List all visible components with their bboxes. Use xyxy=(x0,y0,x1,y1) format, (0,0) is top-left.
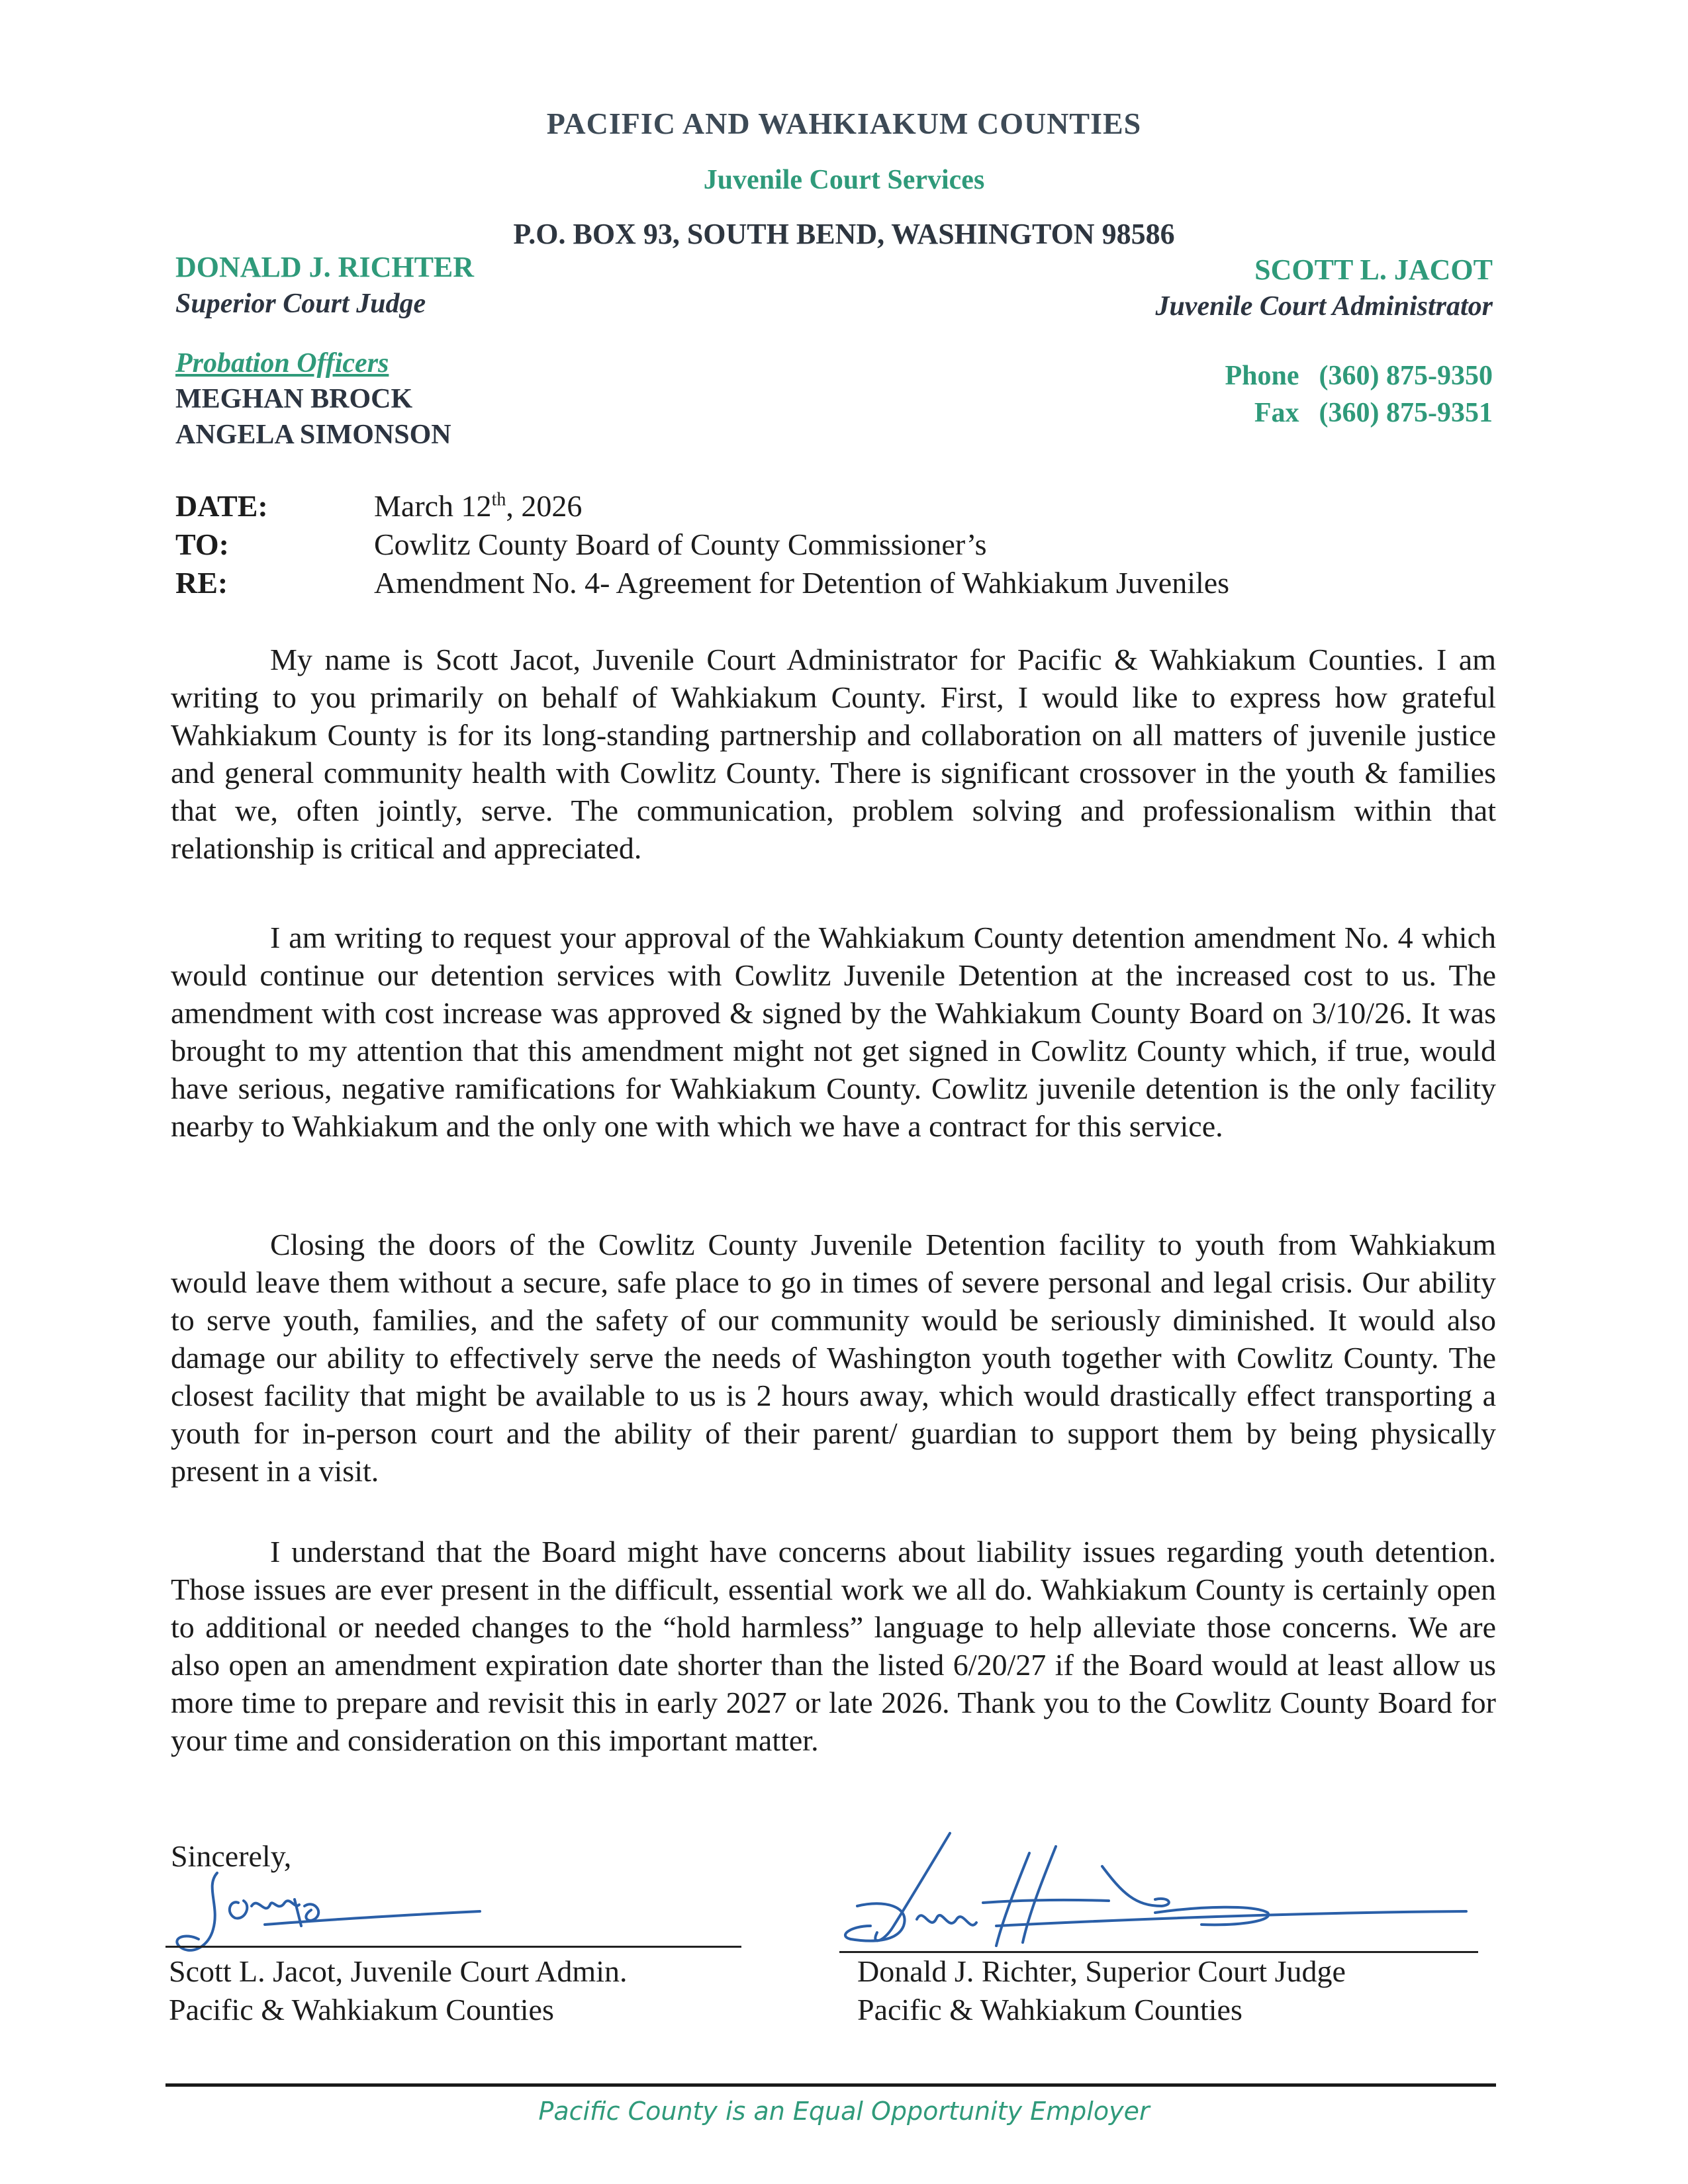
probation-officer: MEGHAN BROCK xyxy=(175,384,413,414)
phone-label: Phone xyxy=(1225,361,1299,391)
judge-name: DONALD J. RICHTER xyxy=(175,251,475,283)
signature-donald-richter xyxy=(831,1827,1493,1959)
probation-officer: ANGELA SIMONSON xyxy=(175,420,451,450)
fax-row xyxy=(1225,394,1493,432)
signer-name: Donald J. Richter, Superior Court Judge xyxy=(857,1954,1346,1988)
administrator-name: SCOTT L. JACOT xyxy=(1254,253,1493,286)
letterhead-county: PACIFIC AND WAHKIAKUM COUNTIES xyxy=(546,107,1142,140)
re-label: RE: xyxy=(175,566,228,600)
memo-re-row xyxy=(175,565,1229,604)
probation-heading: Probation Officers xyxy=(175,348,389,379)
fax-label: Fax xyxy=(1254,398,1299,428)
body-paragraph-2: I am writing to request your approval of the Wahkiakum County detention amendment No. 4 which would continue our detention services with Cowlitz Juvenile Detention at the increased cost to us. The amendment with cost increase was approved & signed by the Wahkiakum County Board on 3/10/26. It was brought to my attention that this amendment might not get signed in Cowlitz County which, if true, would have serious, negative ramifications for Wahkiakum County. Cowlitz juvenile detention is the only facility nearby to Wahkiakum and the only one with which we have a contract for this service. xyxy=(171,921,1496,1143)
footer-eoe: Pacific County is an Equal Opportunity Employer xyxy=(538,2097,1150,2126)
signature-line-left xyxy=(165,1946,741,1948)
phone-number: (360) 875-9350 xyxy=(1319,361,1493,391)
judge-block xyxy=(175,249,474,322)
fax-number: (360) 875-9351 xyxy=(1319,398,1493,428)
re-value: Amendment No. 4- Agreement for Detention of Wahkiakum Juveniles xyxy=(374,566,1230,600)
to-label: TO: xyxy=(175,527,229,561)
contact-block xyxy=(1225,357,1493,432)
date-label: DATE: xyxy=(175,489,268,523)
to-value: Cowlitz County Board of County Commissioner’s xyxy=(374,527,987,561)
letterhead-address: P.O. BOX 93, SOUTH BEND, WASHINGTON 98586 xyxy=(513,218,1175,250)
memo-header xyxy=(175,488,1229,604)
date-value: March 12th, 2026 xyxy=(374,489,583,523)
body-paragraph-3: Closing the doors of the Cowlitz County Juvenile Detention facility to youth from Wahkiakum would leave them without a secure, safe place to go in times of severe personal and legal crisis. Our ability to serve youth, families, and the safety of our community would be seriously diminished. It would also damage our ability to effectively serve the needs of Washington youth together with Cowlitz County. The closest facility that might be available to us is 2 hours away, which would drastically effect transporting a youth for in-person court and the ability of their parent/ guardian to support them by being physically present in a visit. xyxy=(171,1228,1496,1488)
signer-name: Scott L. Jacot, Juvenile Court Admin. xyxy=(169,1954,628,1988)
phone-row xyxy=(1225,357,1493,394)
signer-affiliation: Pacific & Wahkiakum Counties xyxy=(169,1993,554,2026)
administrator-title: Juvenile Court Administrator xyxy=(1155,291,1493,322)
probation-officers-block xyxy=(175,345,451,453)
judge-title: Superior Court Judge xyxy=(175,289,426,319)
memo-date-row xyxy=(175,488,1229,527)
signer-block-right xyxy=(857,1952,1346,2029)
signer-block-left xyxy=(169,1952,628,2029)
memo-to-row xyxy=(175,527,1229,565)
body-paragraph-1: My name is Scott Jacot, Juvenile Court Administrator for Pacific & Wahkiakum Counties. I am writing to you primarily on behalf of Wahkiakum County. First, I would like to express how grateful Wahkiakum County is for its long-standing partnership and collaboration on all matters of juvenile justice and general community health with Cowlitz County. There is significant crossover in the youth & families that we, often jointly, serve. The communication, problem solving and professionalism within that relationship is critical and appreciated. xyxy=(171,643,1496,865)
signature-scott-jacot xyxy=(159,1866,503,1966)
closing: Sincerely, xyxy=(171,1839,292,1873)
footer-rule xyxy=(165,2083,1496,2087)
administrator-block xyxy=(1155,251,1493,324)
letterhead-service: Juvenile Court Services xyxy=(703,165,985,195)
signer-affiliation: Pacific & Wahkiakum Counties xyxy=(857,1993,1243,2026)
body-paragraph-4: I understand that the Board might have concerns about liability issues regarding youth detention. Those issues are ever present in the difficult, essential work we all do. Wahkiakum County is certainly open to additional or needed changes to the “hold harmless” language to help alleviate those concerns. We are also open an amendment expiration date shorter than the listed 6/20/27 if the Board would at least allow us more time to prepare and revisit this in early 2027 or late 2026. Thank you to the Cowlitz County Board for your time and consideration on this important matter. xyxy=(171,1535,1496,1757)
